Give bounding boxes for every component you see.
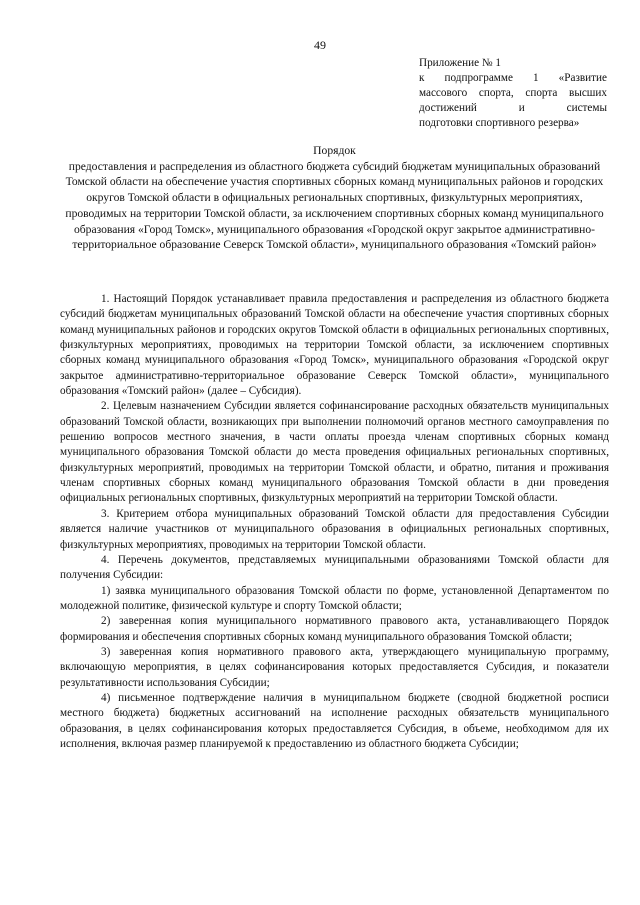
list-item: 2) заверенная копия муниципального нормативного правового акта, устанавливающего Порядок формирования и обеспечения спортивных сборных команд муниципального образования Томской области; — [60, 615, 609, 643]
list-item: 3) заверенная копия нормативного правового акта, утверждающего муниципальную программу, включающую мероприятия, в целях софинансирования которых предоставляется Субсидия, и показатели результативности использования Субсидии; — [60, 645, 609, 689]
paragraph: 4. Перечень документов, представляемых муниципальными образованиями Томской области для получения Субсидии: — [60, 553, 609, 582]
appendix-line: массового спорта, спорта высших — [419, 86, 607, 99]
list-item: 1) заявка муниципального образования Томской области по форме, установленной Департаментом по молодежной политике, физической культуре и спорту Томской области; — [60, 584, 609, 612]
paragraph: 1. Настоящий Порядок устанавливает правила предоставления и распределения из областного бюджета субсидий бюджетам муниципальных образований Томской области на обеспечение участия спортивных сборных команд муниципальных районов и городских округов Томской области в официальных региональных спортивных, физкультурных мероприятиях, проводимых на территории Томской области, за исключением спортивных сборных команд муниципального образования «Город Томск», муниципального образования «Городской округ закрытое административно-территориальное образование Северск Томской области», муниципального образования «Томский район» (далее – Субсидия). — [60, 293, 609, 398]
paragraph: 3. Критерием отбора муниципальных образований Томской области для предоставления Субсидии является наличие участников от муниципального образования в официальных региональных спортивных, физкультурных мероприятиях, проводимых на территории Томской области. — [60, 507, 609, 551]
paragraph: 2. Целевым назначением Субсидии является софинансирование расходных обязательств муниципальных образований Томской области, возникающих при выполнении полномочий органов местного самоуправления по решению вопросов местного значения, в части оплаты проезда членам спортивных сборных команд муниципального образования Томской области до места проведения официальных региональных спортивных, физкультурных мероприятий, проводимых на территории Томской области, и обратно, питания и проживания членам спортивных сборных команд муниципального образования Томской области в дни проведения официальных региональных спортивных, физкультурных мероприятий на территории Томской области. — [60, 400, 609, 505]
heading-text: предоставления и распределения из областного бюджета субсидий бюджетам муниципальных образований Томской области на обеспечение участия спортивных сборных команд муниципальных районов и городских округов Томской области в официальных региональных спортивных, физкультурных мероприятиях, проводимых на территории Томской области, за исключением спортивных сборных команд муниципального образования «Город Томск», муниципального образования «Городской округ закрытое административно-территориальное образование Северск Томской области», муниципального образования «Томский район» — [65, 159, 604, 252]
appendix-title: Приложение № 1 — [419, 57, 501, 69]
appendix-line: к подпрограмме 1 «Развитие — [419, 71, 607, 84]
document-heading — [60, 143, 609, 253]
document-body — [60, 292, 609, 752]
appendix-caption — [419, 71, 607, 131]
appendix-block — [419, 56, 607, 131]
page-number: 49 — [314, 38, 326, 52]
heading-word: Порядок — [313, 144, 356, 157]
appendix-line: подготовки спортивного резерва» — [419, 116, 580, 129]
list-item: 4) письменное подтверждение наличия в муниципальном бюджете (сводной бюджетной росписи местного бюджета) бюджетных ассигнований на исполнение расходных обязательств муниципального образования, в целях софинансирования которых предоставляется Субсидия, в объеме, необходимом для их исполнения, включая размер планируемой к предоставлению из областного бюджета Субсидии; — [60, 691, 609, 750]
appendix-line: достижений и системы — [419, 101, 607, 114]
